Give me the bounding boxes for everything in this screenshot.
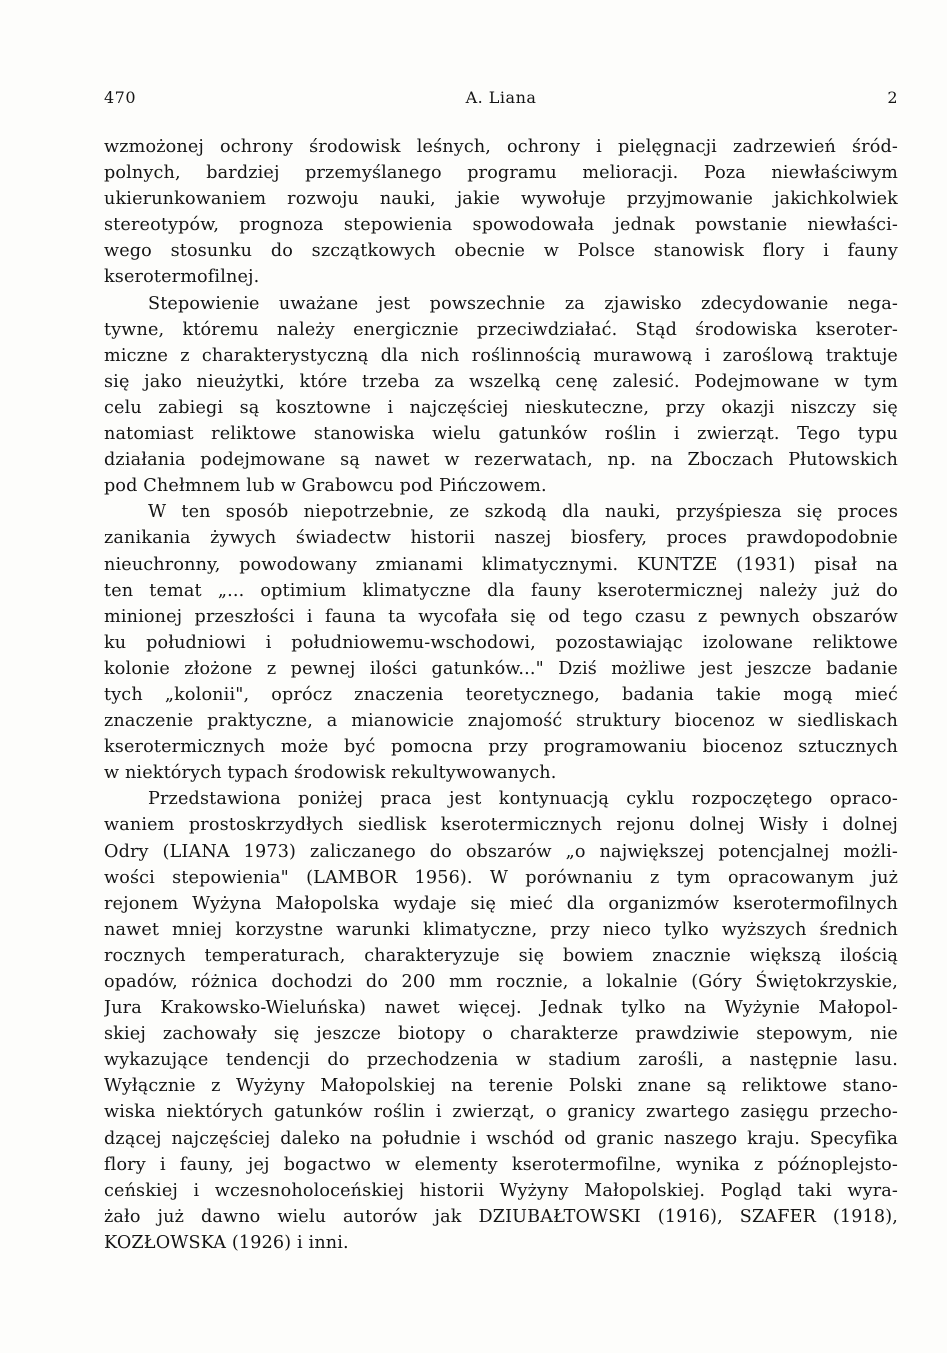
text-line: wości stepowienia" (LAMBOR 1956). W porównaniu z tym opracowanym już xyxy=(104,867,898,888)
body-text xyxy=(104,134,898,1256)
text-line: wego stosunku do szczątkowych obecnie w Polsce stanowisk flory i fauny xyxy=(104,241,898,262)
text-line: żało już dawno wielu autorów jak DZIUBAŁTOWSKI (1916), SZAFER (1918), xyxy=(104,1206,898,1227)
text-line: stereotypów, prognoza stepowienia spowodowała jednak powstanie niewłaści- xyxy=(104,215,898,236)
text-line: Wyłącznie z Wyżyny Małopolskiej na terenie Polski znane są reliktowe stano- xyxy=(104,1076,898,1097)
text-line: Odry (LIANA 1973) zaliczanego do obszarów „o największej potencjalnej możli- xyxy=(104,841,898,862)
text-line: ten temat „... optimium klimatyczne dla fauny kserotermicznej należy już do xyxy=(104,580,898,601)
text-line: tych „kolonii", oprócz znaczenia teoretycznego, badania takie mogą mieć xyxy=(104,684,898,705)
text-line: polnych, bardziej przemyślanego programu melioracji. Poza niewłaściwym xyxy=(104,163,898,184)
text-line: natomiast reliktowe stanowiska wielu gatunków roślin i zwierząt. Tego typu xyxy=(104,424,898,445)
text-line: wzmożonej ochrony środowisk leśnych, ochrony i pielęgnacji zadrzewień śród- xyxy=(104,137,898,157)
text-line: w niektórych typach środowisk rekultywowanych. xyxy=(104,763,557,784)
text-line: Stepowienie uważane jest powszechnie za zjawisko zdecydowanie nega- xyxy=(148,293,898,314)
page-number: 470 xyxy=(104,88,137,107)
text-line: znaczenie praktyczne, a mianowicie znajomość struktury biocenoz w siedliskach xyxy=(104,711,898,732)
text-line: kolonie złożone z pewnej ilości gatunków..." Dziś możliwe jest jeszcze badanie xyxy=(104,658,898,679)
text-line: pod Chełmnem lub w Grabowcu pod Pińczowem. xyxy=(104,476,547,497)
page-header xyxy=(104,88,898,112)
text-line: KOZŁOWSKA (1926) i inni. xyxy=(104,1232,349,1253)
text-line: W ten sposób niepotrzebnie, ze szkodą dla nauki, przyśpiesza się proces xyxy=(148,502,898,523)
text-line: się jako nieużytki, które trzeba za wszelką cenę zalesić. Podejmowane w tym xyxy=(104,371,898,392)
text-line: działania podejmowane są nawet w rezerwatach, np. na Zboczach Płutowskich xyxy=(104,450,898,471)
text-line: tywne, któremu należy energicznie przeciwdziałać. Stąd środowiska kseroter- xyxy=(104,319,898,340)
text-line: Przedstawiona poniżej praca jest kontynuacją cyklu rozpoczętego opraco- xyxy=(148,789,898,810)
text-line: opadów, różnica dochodzi do 200 mm rocznie, a lokalnie (Góry Świętokrzyskie, xyxy=(104,972,898,992)
text-line: kserotermicznych może być pomocna przy programowaniu biocenoz sztucznych xyxy=(104,737,898,758)
text-line: ceńskiej i wczesnoholoceńskiej historii Wyżyny Małopolskiej. Pogląd taki wyra- xyxy=(104,1180,898,1201)
text-line: Jura Krakowsko-Wieluńska) nawet więcej. Jednak tylko na Wyżynie Małopol- xyxy=(104,998,898,1019)
text-line: flory i fauny, jej bogactwo w elementy kserotermofilne, wynika z późnoplejsto- xyxy=(104,1154,898,1175)
text-line: miczne z charakterystyczną dla nich roślinnością murawową i zaroślową traktuje xyxy=(104,345,898,366)
text-line: waniem prostoskrzydłych siedlisk kserotermicznych rejonu dolnej Wisły i dolnej xyxy=(104,815,898,836)
text-line: nieuchronny, powodowany zmianami klimatycznymi. KUNTZE (1931) pisał na xyxy=(104,554,898,575)
text-line: rocznych temperaturach, charakteryzuje się bowiem znacznie większą ilością xyxy=(104,945,898,966)
text-line: minionej przeszłości i fauna ta wycofała się od tego czasu z pewnych obszarów xyxy=(104,606,898,627)
text-line: kserotermofilnej. xyxy=(104,267,260,288)
text-line: rejonem Wyżyna Małopolska wydaje się mieć dla organizmów kserotermofilnych xyxy=(104,893,898,914)
text-line: ukierunkowaniem rozwoju nauki, jakie wywołuje przyjmowanie jakichkolwiek xyxy=(104,189,898,210)
text-line: skiej zachowały się jeszcze biotopy o charakterze prawdziwie stepowym, nie xyxy=(104,1024,898,1045)
text-line: nawet mniej korzystne warunki klimatyczne, przy nieco tylko wyższych średnich xyxy=(104,919,898,940)
running-head-author: A. Liana xyxy=(465,88,537,107)
text-line: wiska niektórych gatunków roślin i zwierząt, o granicy zwartego zasięgu przecho- xyxy=(104,1102,898,1123)
text-line: celu zabiegi są kosztowne i najczęściej nieskuteczne, przy okazji niszczy się xyxy=(104,397,898,418)
text-line: ku południowi i południowemu-wschodowi, pozostawiając izolowane reliktowe xyxy=(104,632,898,653)
sheet-number: 2 xyxy=(887,88,898,107)
text-line: wykazujące tendencji do przechodzenia w stadium zarośli, a następnie lasu. xyxy=(104,1050,898,1071)
text-line: zanikania żywych świadectw historii naszej biosfery, proces prawdopodobnie xyxy=(104,528,898,549)
text-line: dzącej najczęściej daleko na południe i wschód od granic naszego kraju. Specyfika xyxy=(104,1128,898,1149)
